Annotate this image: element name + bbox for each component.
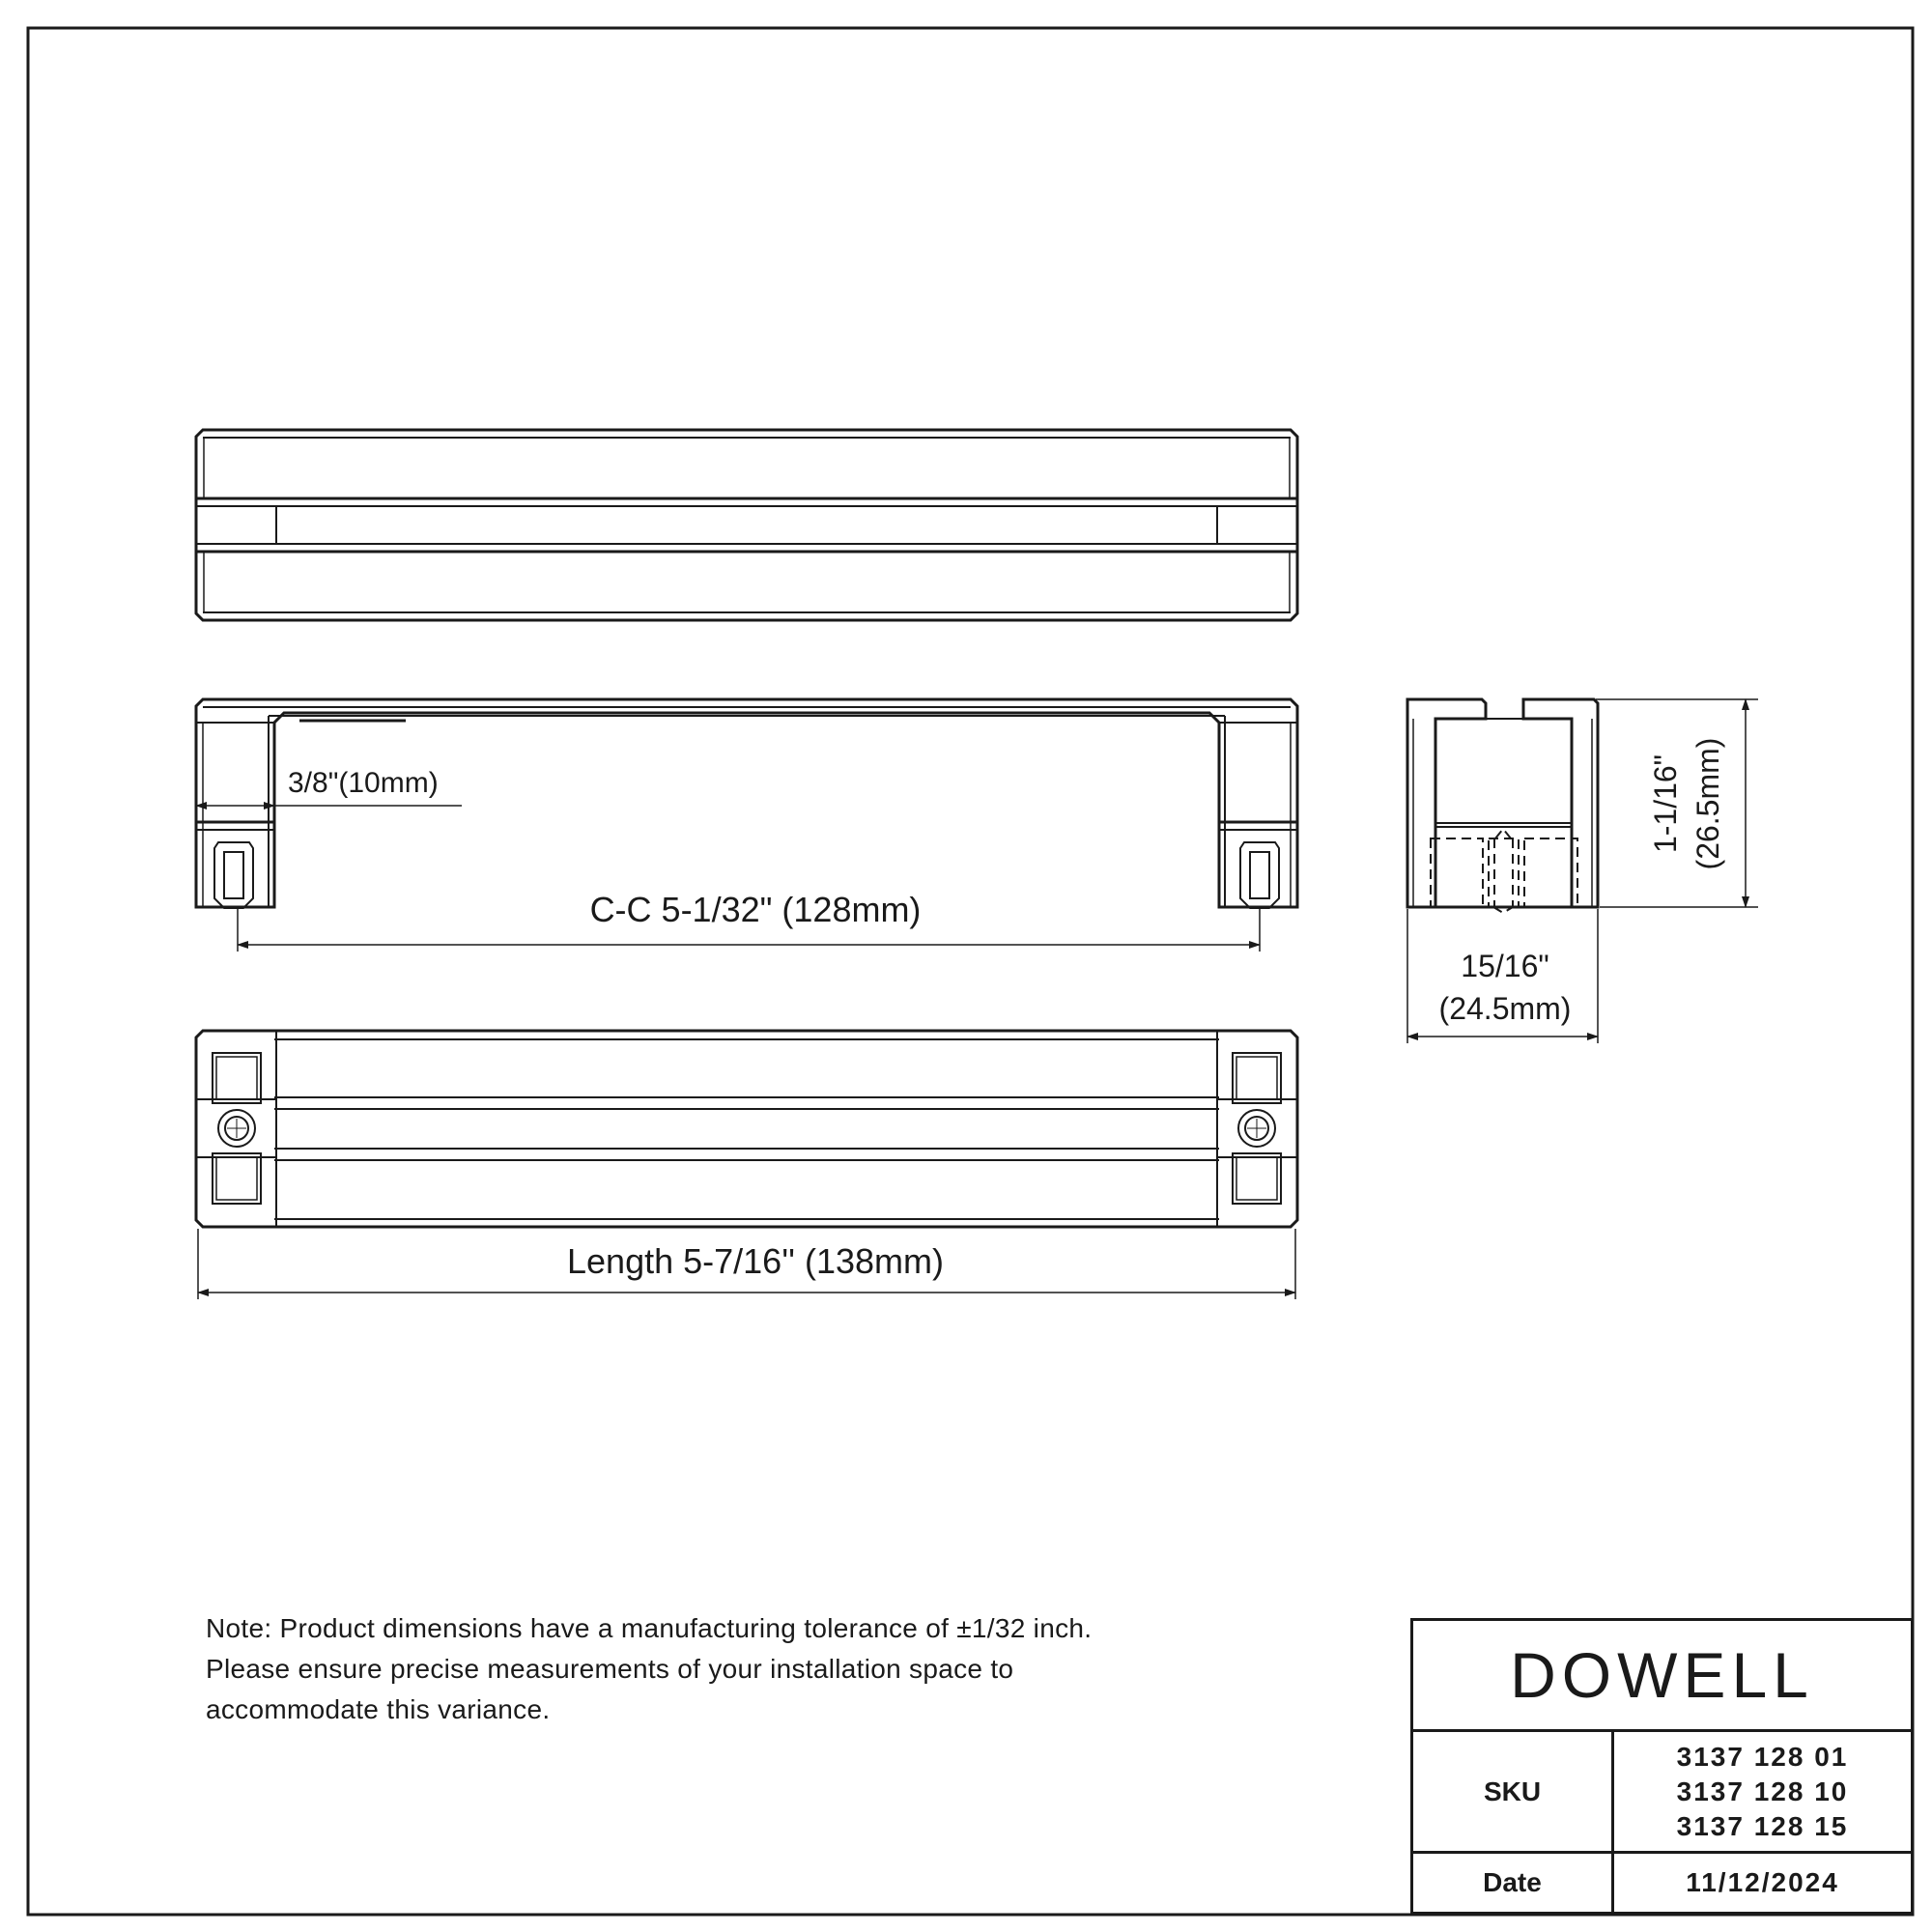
- brand-logo: [1413, 1621, 1911, 1732]
- width-label-line2: (24.5mm): [1438, 991, 1572, 1026]
- height-label-line2: (26.5mm): [1690, 737, 1725, 870]
- sku-value: 3137 128 01: [1676, 1741, 1849, 1772]
- side-view: [1407, 699, 1598, 913]
- bottom-view: [196, 1031, 1297, 1227]
- length-label: Length 5-7/16'' (138mm): [567, 1241, 944, 1281]
- width-label-line1: 15/16": [1461, 949, 1549, 983]
- date-label: Date: [1413, 1854, 1614, 1912]
- tolerance-note: [206, 1608, 1172, 1730]
- note-line-1: Note: Product dimensions have a manufacturing tolerance of ±1/32 inch.: [206, 1613, 1093, 1643]
- title-block: [1410, 1618, 1914, 1915]
- front-view: [196, 699, 1297, 908]
- top-view: [196, 430, 1297, 620]
- height-label-line1: 1-1/16": [1648, 753, 1683, 854]
- sku-values: [1614, 1732, 1911, 1851]
- center-to-center-label: C-C 5-1/32" (128mm): [589, 890, 922, 929]
- sku-value: 3137 128 10: [1676, 1776, 1849, 1806]
- note-line-3: accommodate this variance.: [206, 1694, 551, 1724]
- brand-name: DOWELL: [1510, 1639, 1814, 1711]
- sku-value: 3137 128 15: [1676, 1810, 1849, 1841]
- date-value: 11/12/2024: [1686, 1867, 1839, 1897]
- note-line-2: Please ensure precise measurements of your installation space to: [206, 1654, 1014, 1684]
- sku-label: SKU: [1413, 1732, 1614, 1851]
- date-row: [1413, 1854, 1911, 1912]
- hole-offset-label: 3/8"(10mm): [288, 767, 439, 799]
- sku-row: [1413, 1732, 1911, 1854]
